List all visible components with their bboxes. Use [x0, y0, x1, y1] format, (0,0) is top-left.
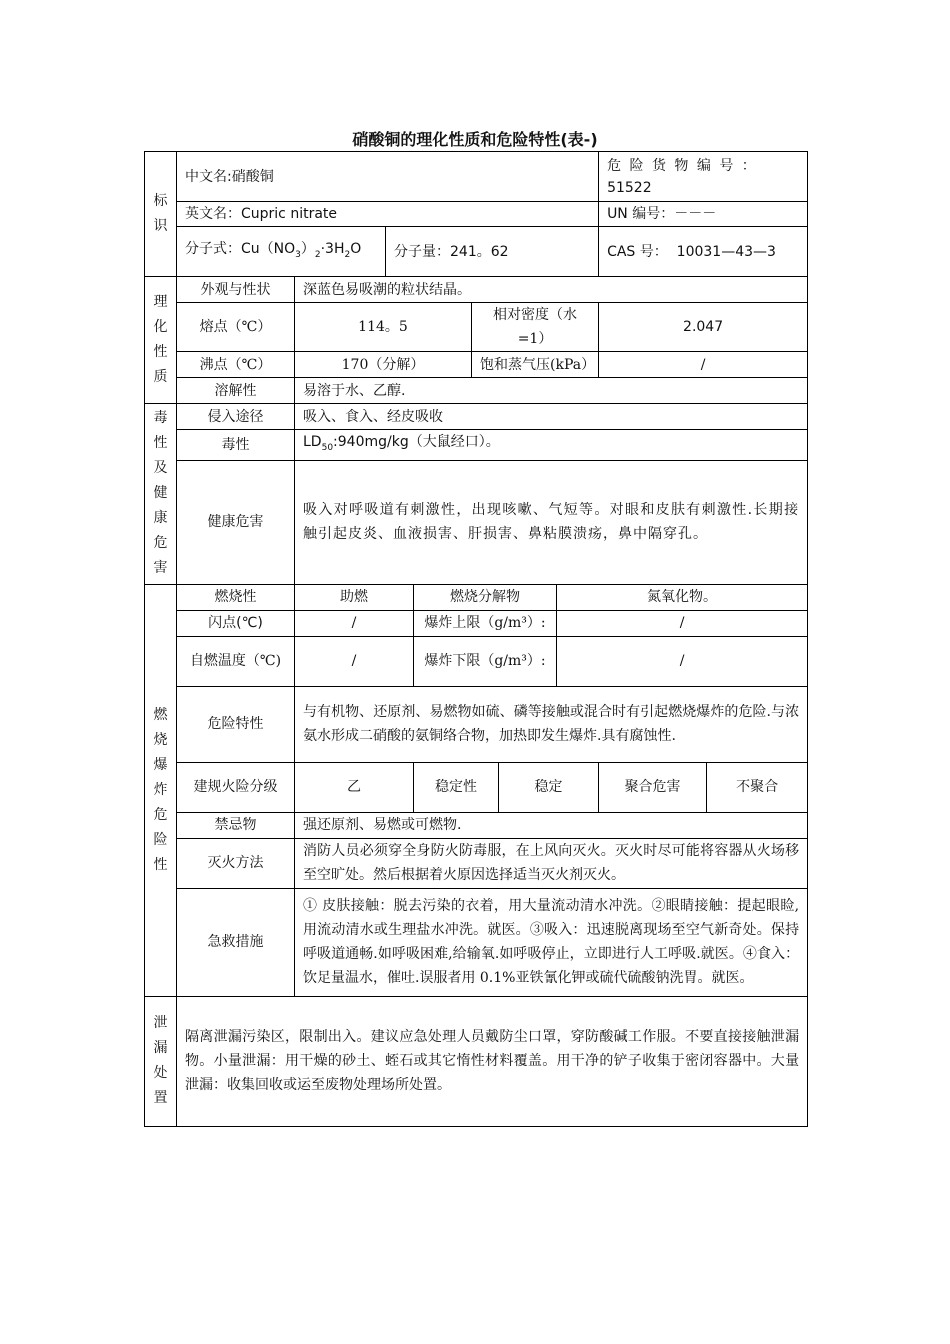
melting-point-label: 熔点（℃）	[177, 303, 295, 352]
molecular-weight: 分子量：241。62	[386, 227, 599, 277]
incompatible-label: 禁忌物	[177, 812, 295, 838]
polymerization-label: 聚合危害	[599, 762, 707, 812]
extinguish-label: 灭火方法	[177, 838, 295, 888]
vapor-pressure-value: /	[599, 352, 808, 378]
stability-value: 稳定	[499, 762, 599, 812]
boiling-point-value: 170（分解）	[295, 352, 472, 378]
density-value: 2.047	[599, 303, 808, 352]
hazard-property-label: 危险特性	[177, 686, 295, 762]
toxicity-value: $LD_{50}:940mg/kg$（大鼠经口）。	[295, 430, 808, 461]
flash-point-label: 闪点(℃)	[177, 610, 295, 636]
upper-limit-label: 爆炸上限（g/m³）:	[414, 610, 557, 636]
section-toxicity: 毒性及健康危害	[145, 404, 177, 585]
stability-label: 稳定性	[414, 762, 499, 812]
health-hazard-value: 吸入对呼吸道有刺激性，出现咳嗽、气短等。对眼和皮肤有刺激性.长期接触引起皮炎、血液损害、肝损害、鼻粘膜溃疡，鼻中隔穿孔。	[295, 460, 808, 584]
hazard-goods-number-label: 危 险 货 物 编 号 ：	[607, 157, 758, 174]
section-fire: 燃烧爆炸危险性	[145, 584, 177, 996]
appearance-label: 外观与性状	[177, 277, 295, 303]
section-first-aid: 急救措施	[177, 888, 295, 996]
section-physchem: 理化性质	[145, 277, 177, 404]
combustibility-value: 助燃	[295, 584, 414, 610]
section-identify: 标识	[145, 152, 177, 277]
toxicity-label: 毒性	[177, 430, 295, 461]
un-number: UN 编号：－－－	[599, 202, 808, 227]
incompatible-value: 强还原剂、易燃或可燃物.	[295, 812, 808, 838]
density-label: 相对密度（水=1）	[472, 303, 599, 352]
english-name: 英文名：Cupric nitrate	[177, 202, 599, 227]
health-hazard-label: 健康危害	[177, 460, 295, 584]
melting-point-value: 114。5	[295, 303, 472, 352]
hazard-goods-number-value: 51522	[607, 179, 652, 196]
document-title: 硝酸铜的理化性质和危险特性(表-)	[352, 130, 598, 149]
hazard-table	[144, 151, 808, 1127]
fire-class-value: 乙	[295, 762, 414, 812]
extinguish-value: 消防人员必须穿全身防火防毒服，在上风向灭火。灭火时尽可能将容器从火场移至空旷处。然后根据着火原因选择适当灭火剂灭火。	[295, 838, 808, 888]
upper-limit-value: /	[557, 610, 808, 636]
entry-route-label: 侵入途径	[177, 404, 295, 430]
hazard-goods-number	[599, 152, 808, 202]
decomposition-label: 燃烧分解物	[414, 584, 557, 610]
solubility-label: 溶解性	[177, 378, 295, 404]
section-leak: 泄漏处置	[145, 996, 177, 1126]
first-aid-text: ① 皮肤接触：脱去污染的衣着，用大量流动清水冲洗。②眼睛接触：提起眼睑,用流动清水或生理盐水冲洗。就医。③吸入：迅速脱离现场至空气新奇处。保持呼吸道通畅.如呼吸困难,给输氧.如呼吸停止，立即进行人工呼吸.就医。④食入：饮足量温水，催吐.误服者用 0.1%亚铁氰化钾或硫代硫酸钠洗胃。就医。	[295, 888, 808, 996]
hazard-property-value: 与有机物、还原剂、易燃物如硫、磷等接触或混合时有引起燃烧爆炸的危险.与浓氨水形成二硝酸的氨铜络合物，加热即发生爆炸.具有腐蚀性.	[295, 686, 808, 762]
autoignition-label: 自燃温度（℃)	[177, 636, 295, 686]
leak-handling-text: 隔离泄漏污染区，限制出入。建议应急处理人员戴防尘口罩，穿防酸碱工作服。不要直接接触泄漏物。小量泄漏：用干燥的砂土、蛭石或其它惰性材料覆盖。用干净的铲子收集于密闭容器中。大量泄漏：收集回收或运至废物处理场所处置。	[177, 996, 808, 1126]
appearance-value: 深蓝色易吸潮的粒状结晶。	[295, 277, 808, 303]
fire-class-label: 建规火险分级	[177, 762, 295, 812]
solubility-value: 易溶于水、乙醇.	[295, 378, 808, 404]
autoignition-value: /	[295, 636, 414, 686]
boiling-point-label: 沸点（℃）	[177, 352, 295, 378]
polymerization-value: 不聚合	[707, 762, 808, 812]
lower-limit-value: /	[557, 636, 808, 686]
decomposition-value: 氮氧化物。	[557, 584, 808, 610]
molecular-formula: 分子式：$Cu(NO_3)_2\cdot 3H_2O$	[177, 227, 386, 277]
flash-point-value: /	[295, 610, 414, 636]
entry-route-value: 吸入、食入、经皮吸收	[295, 404, 808, 430]
lower-limit-label: 爆炸下限（g/m³）:	[414, 636, 557, 686]
vapor-pressure-label: 饱和蒸气压(kPa）	[472, 352, 599, 378]
combustibility-label: 燃烧性	[177, 584, 295, 610]
chinese-name: 中文名:硝酸铜	[177, 152, 599, 202]
cas-number: CAS 号： 10031—43—3	[599, 227, 808, 277]
